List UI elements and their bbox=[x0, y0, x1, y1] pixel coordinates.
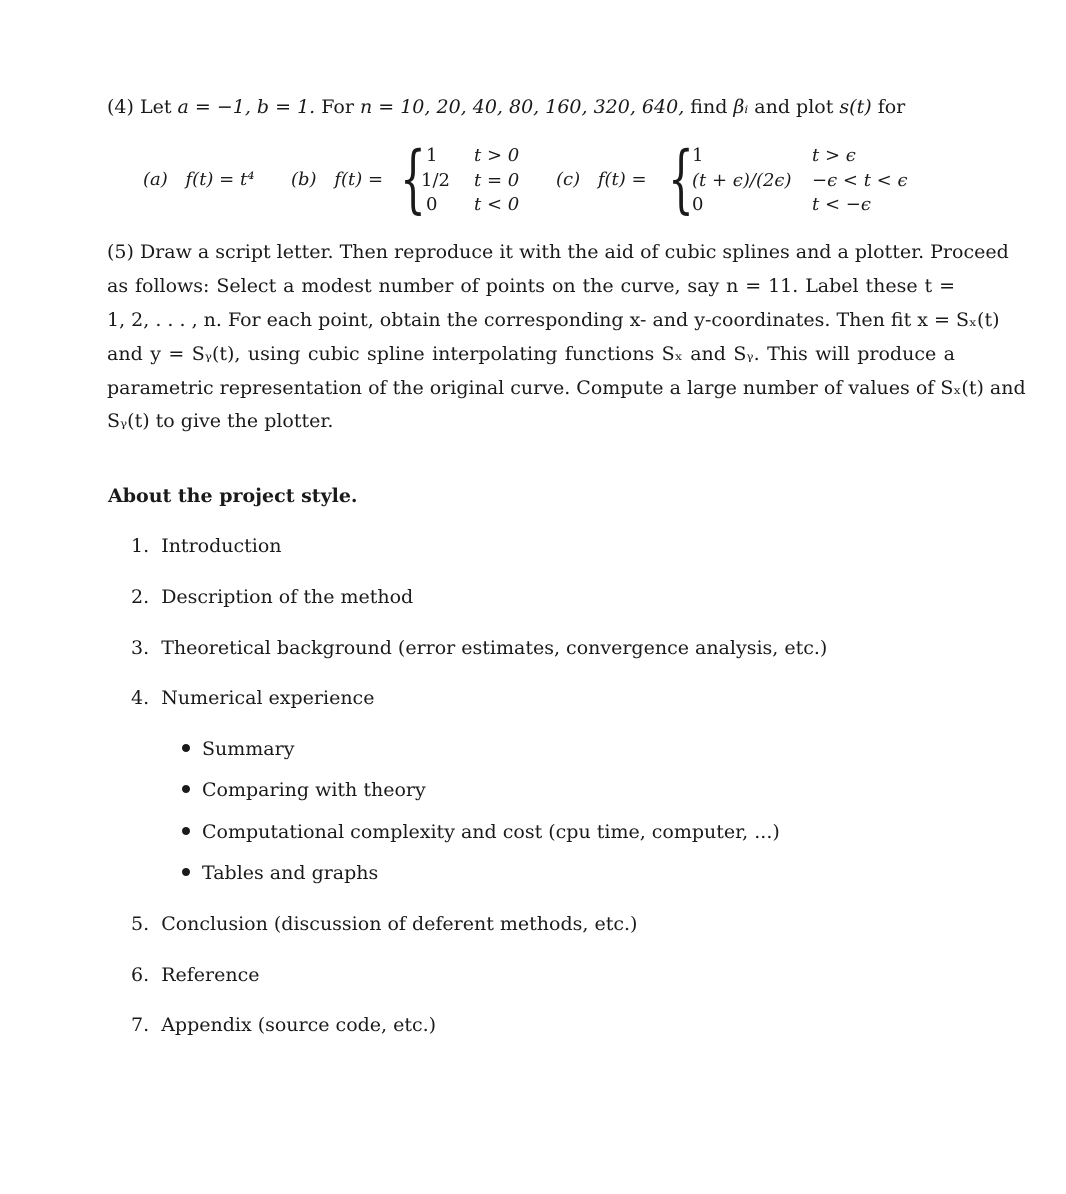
bullet-item bbox=[182, 820, 780, 844]
list-item-number: 2. bbox=[131, 586, 150, 608]
bullet-dot-icon bbox=[182, 868, 190, 876]
problem4-beta: βᵢ bbox=[733, 96, 749, 118]
part-b-case-value: 0 bbox=[426, 194, 438, 215]
list-item-text: Reference bbox=[161, 964, 260, 986]
problem4-a-eq: a = −1, b = 1. bbox=[177, 96, 316, 118]
bullet-item-text: Tables and graphs bbox=[202, 862, 379, 884]
part-b-case-value: 1/2 bbox=[421, 170, 450, 191]
list-item-text: Description of the method bbox=[161, 586, 414, 608]
part-c-case-value: 0 bbox=[692, 194, 704, 215]
part-c bbox=[556, 169, 647, 190]
list-item bbox=[131, 534, 282, 558]
list-item-number: 1. bbox=[131, 535, 150, 557]
list-item bbox=[131, 686, 374, 710]
part-b-case-cond: t > 0 bbox=[474, 145, 520, 166]
list-item-number: 4. bbox=[131, 687, 150, 709]
part-b-case-cond: t = 0 bbox=[474, 170, 520, 191]
bullet-item-text: Computational complexity and cost (cpu time, computer, ...) bbox=[202, 821, 780, 843]
list-item bbox=[131, 636, 827, 660]
part-c-label: (c) bbox=[556, 169, 581, 190]
part-b-case-cond: t < 0 bbox=[474, 194, 520, 215]
problem4-s-t: s(t) bbox=[839, 96, 872, 118]
part-c-case-value: 1 bbox=[692, 145, 704, 166]
problem4-find: find bbox=[690, 96, 728, 118]
list-item bbox=[131, 585, 413, 609]
problem5-line: as follows: Select a modest number of points on the curve, say n = 11. Label these t = bbox=[107, 275, 955, 297]
bullet-item-text: Comparing with theory bbox=[202, 779, 426, 801]
problem4-lead: (4) Let bbox=[107, 96, 172, 118]
part-b bbox=[291, 169, 383, 190]
equations-row bbox=[0, 136, 1066, 222]
list-item-text: Appendix (source code, etc.) bbox=[161, 1014, 437, 1036]
list-item-text: Conclusion (discussion of deferent methods, etc.) bbox=[161, 913, 638, 935]
list-item-text: Introduction bbox=[161, 535, 282, 557]
part-c-brace: { bbox=[668, 136, 694, 222]
part-b-brace: { bbox=[400, 136, 426, 222]
part-a-expr: f(t) = t⁴ bbox=[185, 169, 255, 190]
bullet-dot-icon bbox=[182, 827, 190, 835]
list-item bbox=[131, 963, 259, 987]
bullet-item-text: Summary bbox=[202, 738, 295, 760]
part-a bbox=[143, 169, 254, 190]
bullet-item bbox=[182, 861, 378, 885]
list-item-number: 6. bbox=[131, 964, 150, 986]
problem4-n-values: n = 10, 20, 40, 80, 160, 320, 640, bbox=[359, 96, 685, 118]
about-heading: About the project style. bbox=[108, 485, 358, 507]
part-c-case-value: (t + ϵ)/(2ϵ) bbox=[692, 170, 792, 191]
problem5-line: Sᵧ(t) to give the plotter. bbox=[107, 410, 334, 432]
problem5-line: (5) Draw a script letter. Then reproduce it with the aid of cubic splines and a plotter. Proceed bbox=[107, 241, 1009, 263]
bullet-dot-icon bbox=[182, 785, 190, 793]
problem5-line: parametric representation of the original curve. Compute a large number of values of Sₓ(t) and bbox=[107, 377, 1026, 399]
bullet-item bbox=[182, 778, 426, 802]
part-b-label: (b) bbox=[291, 169, 317, 190]
list-item-text: Numerical experience bbox=[161, 687, 375, 709]
part-a-label: (a) bbox=[143, 169, 168, 190]
list-item-number: 7. bbox=[131, 1014, 150, 1036]
list-item-number: 3. bbox=[131, 637, 150, 659]
bullet-dot-icon bbox=[182, 744, 190, 752]
part-c-case-cond: t < −ϵ bbox=[812, 194, 871, 215]
problem4-for-end: for bbox=[877, 96, 906, 118]
problem5-line: 1, 2, . . . , n. For each point, obtain the corresponding x- and y-coordinates. Then fit x = Sₓ(t) bbox=[107, 309, 1000, 331]
part-b-case-value: 1 bbox=[426, 145, 438, 166]
list-item-text: Theoretical background (error estimates, convergence analysis, etc.) bbox=[161, 637, 828, 659]
part-c-lhs: f(t) = bbox=[597, 169, 647, 190]
problem4-for: For bbox=[321, 96, 354, 118]
problem5-line: and y = Sᵧ(t), using cubic spline interpolating functions Sₓ and Sᵧ. This will produce a bbox=[107, 343, 955, 365]
list-item bbox=[131, 912, 637, 936]
part-c-case-cond: −ϵ < t < ϵ bbox=[812, 170, 908, 191]
list-item bbox=[131, 1013, 436, 1037]
problem4-and-plot: and plot bbox=[754, 96, 834, 118]
bullet-item bbox=[182, 737, 294, 761]
problem4-line bbox=[107, 95, 905, 119]
part-b-lhs: f(t) = bbox=[334, 169, 384, 190]
list-item-number: 5. bbox=[131, 913, 150, 935]
part-c-case-cond: t > ϵ bbox=[812, 145, 856, 166]
